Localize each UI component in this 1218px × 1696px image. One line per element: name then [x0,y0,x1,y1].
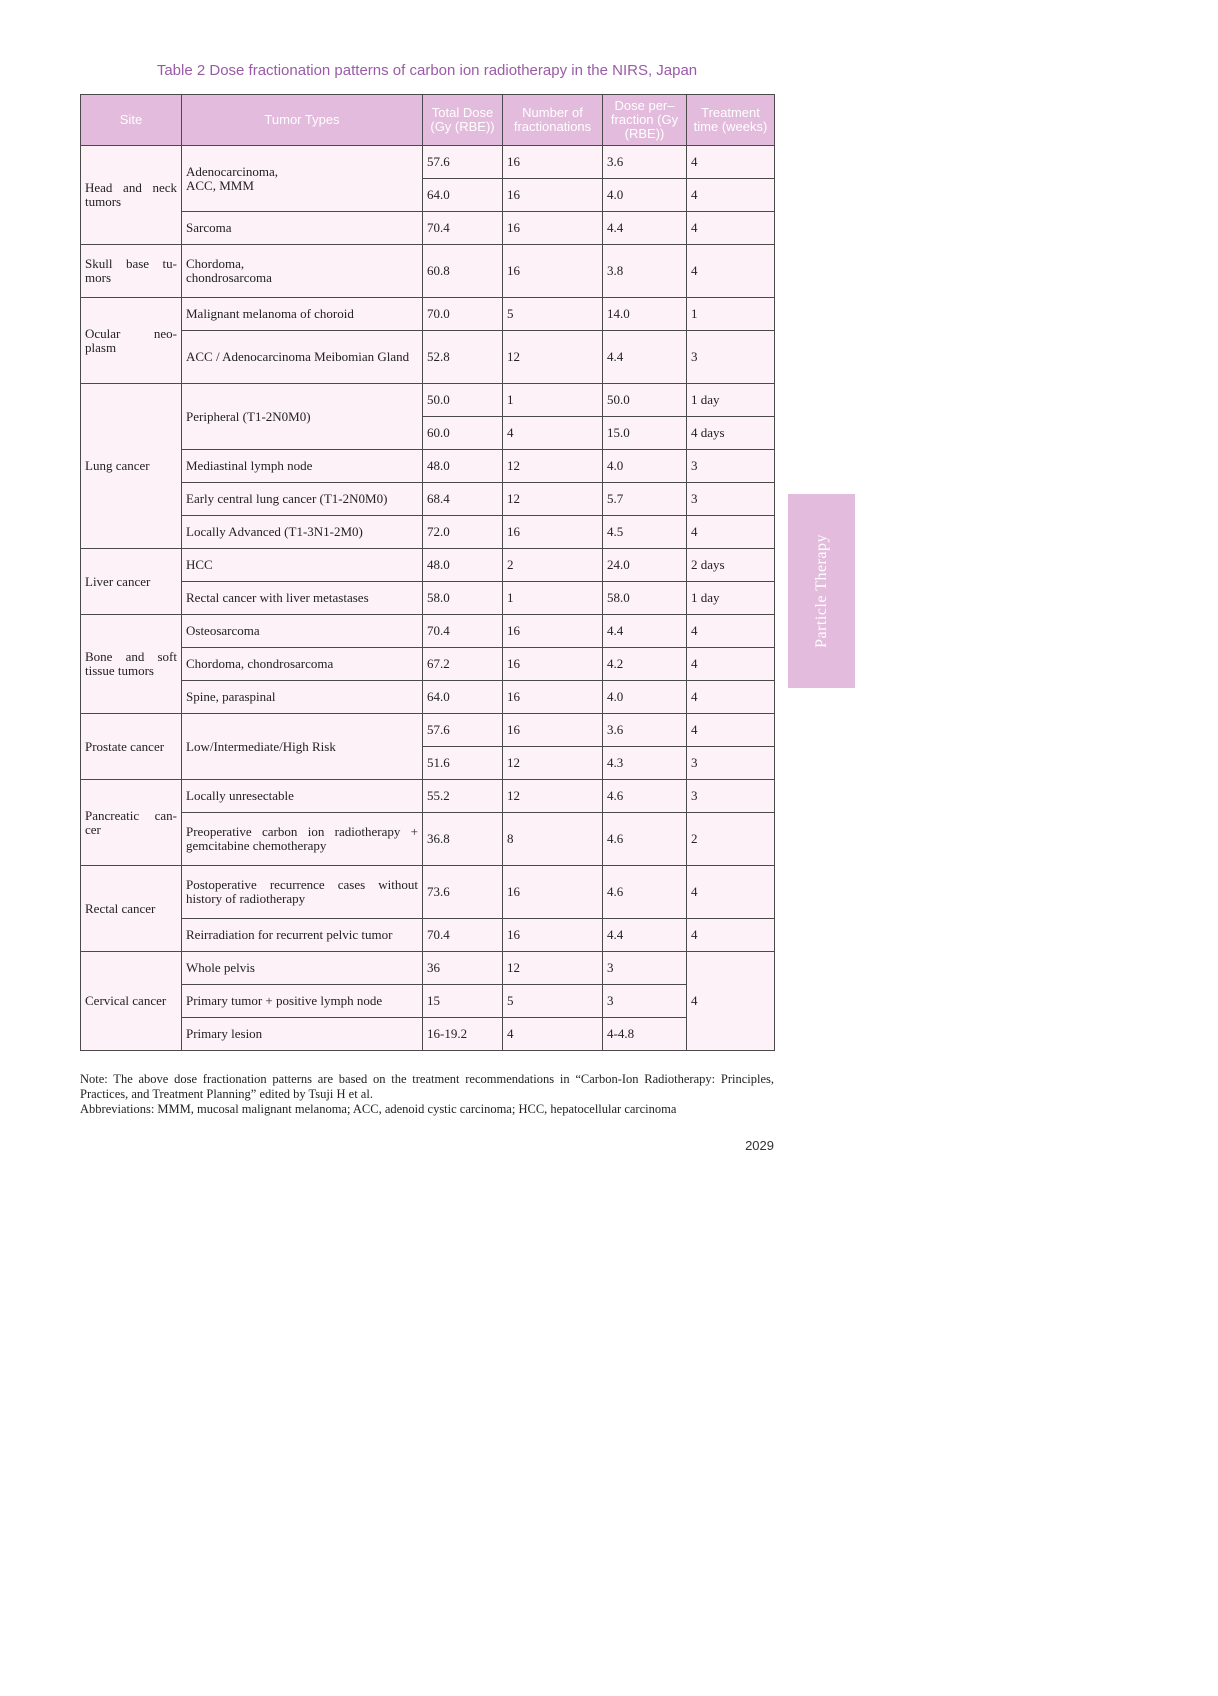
header-dose-per-fraction: Dose per–fraction (Gy (RBE)) [603,95,687,146]
treatment-time-cell: 4 [687,681,775,714]
dose-per-fraction-cell: 4.2 [603,648,687,681]
total-dose-cell: 16-19.2 [423,1018,503,1051]
tumor-cell: Low/Intermediate/High Risk [182,714,423,780]
table-row [81,212,775,245]
total-dose-cell: 70.4 [423,615,503,648]
treatment-time-cell: 4 [687,615,775,648]
table-row [81,146,775,179]
tumor-cell: Locally unresectable [182,780,423,813]
table-row [81,919,775,952]
table-row [81,582,775,615]
total-dose-cell: 52.8 [423,331,503,384]
site-cell: Skull base tu-mors [81,245,182,298]
tumor-cell: Chordoma, chondrosarcoma [182,648,423,681]
table-row [81,245,775,298]
fractions-cell: 16 [503,179,603,212]
side-tab-label: Particle Therapy [812,534,830,648]
dose-per-fraction-cell: 3 [603,952,687,985]
dose-per-fraction-cell: 4.5 [603,516,687,549]
treatment-time-cell: 1 [687,298,775,331]
header-site: Site [81,95,182,146]
table-row [81,985,775,1018]
treatment-time-cell: 4 [687,179,775,212]
tumor-cell: Preoperative carbon ion radiotherapy + gemcitabine chemotherapy [182,813,423,866]
total-dose-cell: 15 [423,985,503,1018]
section-side-tab [788,494,855,688]
table-row [81,615,775,648]
treatment-time-cell: 3 [687,331,775,384]
table-row [81,1018,775,1051]
fractions-cell: 2 [503,549,603,582]
total-dose-cell: 48.0 [423,549,503,582]
dose-per-fraction-cell: 4.0 [603,681,687,714]
table-caption: Table 2 Dose fractionation patterns of carbon ion radiotherapy in the NIRS, Japan [156,62,698,79]
dose-per-fraction-cell: 3.6 [603,146,687,179]
header-fractions: Number of fractionations [503,95,603,146]
table-header-row [81,95,775,146]
tumor-cell: Adenocarcinoma, ACC, MMM [182,146,423,212]
total-dose-cell: 48.0 [423,450,503,483]
fractions-cell: 16 [503,919,603,952]
dose-per-fraction-cell: 4-4.8 [603,1018,687,1051]
site-cell: Liver cancer [81,549,182,615]
table-row [81,549,775,582]
tumor-cell: Reirradiation for recurrent pelvic tumor [182,919,423,952]
fractions-cell: 5 [503,298,603,331]
fractions-cell: 16 [503,516,603,549]
fractions-cell: 4 [503,417,603,450]
site-cell: Lung cancer [81,384,182,549]
tumor-cell: Postoperative recurrence cases without history of radiotherapy [182,866,423,919]
treatment-time-cell: 2 days [687,549,775,582]
tumor-cell: Early central lung cancer (T1-2N0M0) [182,483,423,516]
treatment-time-cell: 4 [687,516,775,549]
treatment-time-cell: 3 [687,483,775,516]
fractions-cell: 12 [503,331,603,384]
tumor-cell: Spine, paraspinal [182,681,423,714]
total-dose-cell: 36 [423,952,503,985]
dose-per-fraction-cell: 3.6 [603,714,687,747]
table-row [81,450,775,483]
tumor-cell: Sarcoma [182,212,423,245]
dose-per-fraction-cell: 50.0 [603,384,687,417]
treatment-time-cell: 2 [687,813,775,866]
treatment-time-cell: 4 [687,245,775,298]
total-dose-cell: 64.0 [423,179,503,212]
header-total-dose: Total Dose (Gy (RBE)) [423,95,503,146]
treatment-time-cell: 3 [687,450,775,483]
fractions-cell: 12 [503,450,603,483]
table-row [81,516,775,549]
fractions-cell: 16 [503,245,603,298]
site-cell: Ocular neo-plasm [81,298,182,384]
dose-per-fraction-cell: 3.8 [603,245,687,298]
tumor-cell: HCC [182,549,423,582]
table-row [81,681,775,714]
tumor-cell: Primary tumor + positive lymph node [182,985,423,1018]
fractions-cell: 12 [503,952,603,985]
fractions-cell: 16 [503,714,603,747]
site-cell: Cervical cancer [81,952,182,1051]
total-dose-cell: 58.0 [423,582,503,615]
page-number: 2029 [745,1138,774,1153]
tumor-cell: Whole pelvis [182,952,423,985]
total-dose-cell: 70.4 [423,212,503,245]
treatment-time-cell: 4 days [687,417,775,450]
fractions-cell: 5 [503,985,603,1018]
table-row [81,813,775,866]
tumor-cell: ACC / Adenocarcinoma Meibomian Gland [182,331,423,384]
treatment-time-cell: 1 day [687,384,775,417]
dose-per-fraction-cell: 3 [603,985,687,1018]
dose-per-fraction-cell: 4.0 [603,179,687,212]
tumor-cell: Locally Advanced (T1-3N1-2M0) [182,516,423,549]
treatment-time-cell: 3 [687,747,775,780]
note-text: Note: The above dose fractionation patterns are based on the treatment recommendations in “Carbon-Ion Radiotherapy: Principles, Practices, and Treatment Planning” edited by Tsuji H et al. [80,1072,774,1101]
tumor-cell: Rectal cancer with liver metastases [182,582,423,615]
fractions-cell: 16 [503,648,603,681]
dose-per-fraction-cell: 14.0 [603,298,687,331]
table-row [81,866,775,919]
table-row [81,384,775,417]
treatment-time-cell: 1 day [687,582,775,615]
treatment-time-cell: 4 [687,146,775,179]
table-row [81,298,775,331]
fractions-cell: 1 [503,384,603,417]
fractions-cell: 8 [503,813,603,866]
dose-per-fraction-cell: 58.0 [603,582,687,615]
dose-per-fraction-cell: 4.0 [603,450,687,483]
treatment-time-cell: 4 [687,212,775,245]
dose-per-fraction-cell: 4.6 [603,780,687,813]
dose-per-fraction-cell: 4.4 [603,919,687,952]
treatment-time-cell: 4 [687,919,775,952]
fractions-cell: 16 [503,681,603,714]
treatment-time-cell: 4 [687,952,775,1051]
fractions-cell: 16 [503,212,603,245]
total-dose-cell: 51.6 [423,747,503,780]
table-notes [80,1072,774,1117]
fractions-cell: 16 [503,866,603,919]
dose-per-fraction-cell: 4.4 [603,331,687,384]
dose-per-fraction-cell: 4.4 [603,212,687,245]
dose-per-fraction-cell: 4.6 [603,866,687,919]
fractions-cell: 16 [503,146,603,179]
site-cell: Head and neck tumors [81,146,182,245]
total-dose-cell: 68.4 [423,483,503,516]
dose-per-fraction-cell: 4.3 [603,747,687,780]
dose-per-fraction-cell: 24.0 [603,549,687,582]
site-cell: Rectal cancer [81,866,182,952]
table-row [81,780,775,813]
site-cell: Bone and soft tissue tumors [81,615,182,714]
total-dose-cell: 57.6 [423,714,503,747]
tumor-cell: Mediastinal lymph node [182,450,423,483]
dose-per-fraction-cell: 4.6 [603,813,687,866]
total-dose-cell: 73.6 [423,866,503,919]
tumor-cell: Chordoma, chondrosarcoma [182,245,423,298]
total-dose-cell: 60.8 [423,245,503,298]
total-dose-cell: 57.6 [423,146,503,179]
header-treatment-time: Treatment time (weeks) [687,95,775,146]
total-dose-cell: 70.4 [423,919,503,952]
tumor-cell: Peripheral (T1-2N0M0) [182,384,423,450]
dose-fractionation-table [80,94,775,1051]
total-dose-cell: 72.0 [423,516,503,549]
table-row [81,648,775,681]
fractions-cell: 1 [503,582,603,615]
site-cell: Prostate cancer [81,714,182,780]
total-dose-cell: 67.2 [423,648,503,681]
fractions-cell: 12 [503,747,603,780]
treatment-time-cell: 4 [687,648,775,681]
total-dose-cell: 64.0 [423,681,503,714]
tumor-cell: Malignant melanoma of choroid [182,298,423,331]
fractions-cell: 12 [503,483,603,516]
header-tumor-types: Tumor Types [182,95,423,146]
fractions-cell: 12 [503,780,603,813]
treatment-time-cell: 4 [687,714,775,747]
treatment-time-cell: 3 [687,780,775,813]
total-dose-cell: 70.0 [423,298,503,331]
fractions-cell: 16 [503,615,603,648]
table-row [81,331,775,384]
tumor-cell: Primary lesion [182,1018,423,1051]
fractions-cell: 4 [503,1018,603,1051]
dose-per-fraction-cell: 4.4 [603,615,687,648]
total-dose-cell: 55.2 [423,780,503,813]
site-cell: Pancreatic can-cer [81,780,182,866]
tumor-cell: Osteosarcoma [182,615,423,648]
treatment-time-cell: 4 [687,866,775,919]
total-dose-cell: 36.8 [423,813,503,866]
table-row [81,483,775,516]
abbreviations-text: Abbreviations: MMM, mucosal malignant melanoma; ACC, adenoid cystic carcinoma; HCC, hepatocellular carcinoma [80,1102,677,1116]
total-dose-cell: 60.0 [423,417,503,450]
total-dose-cell: 50.0 [423,384,503,417]
dose-per-fraction-cell: 5.7 [603,483,687,516]
dose-per-fraction-cell: 15.0 [603,417,687,450]
table-row [81,952,775,985]
table-row [81,714,775,747]
